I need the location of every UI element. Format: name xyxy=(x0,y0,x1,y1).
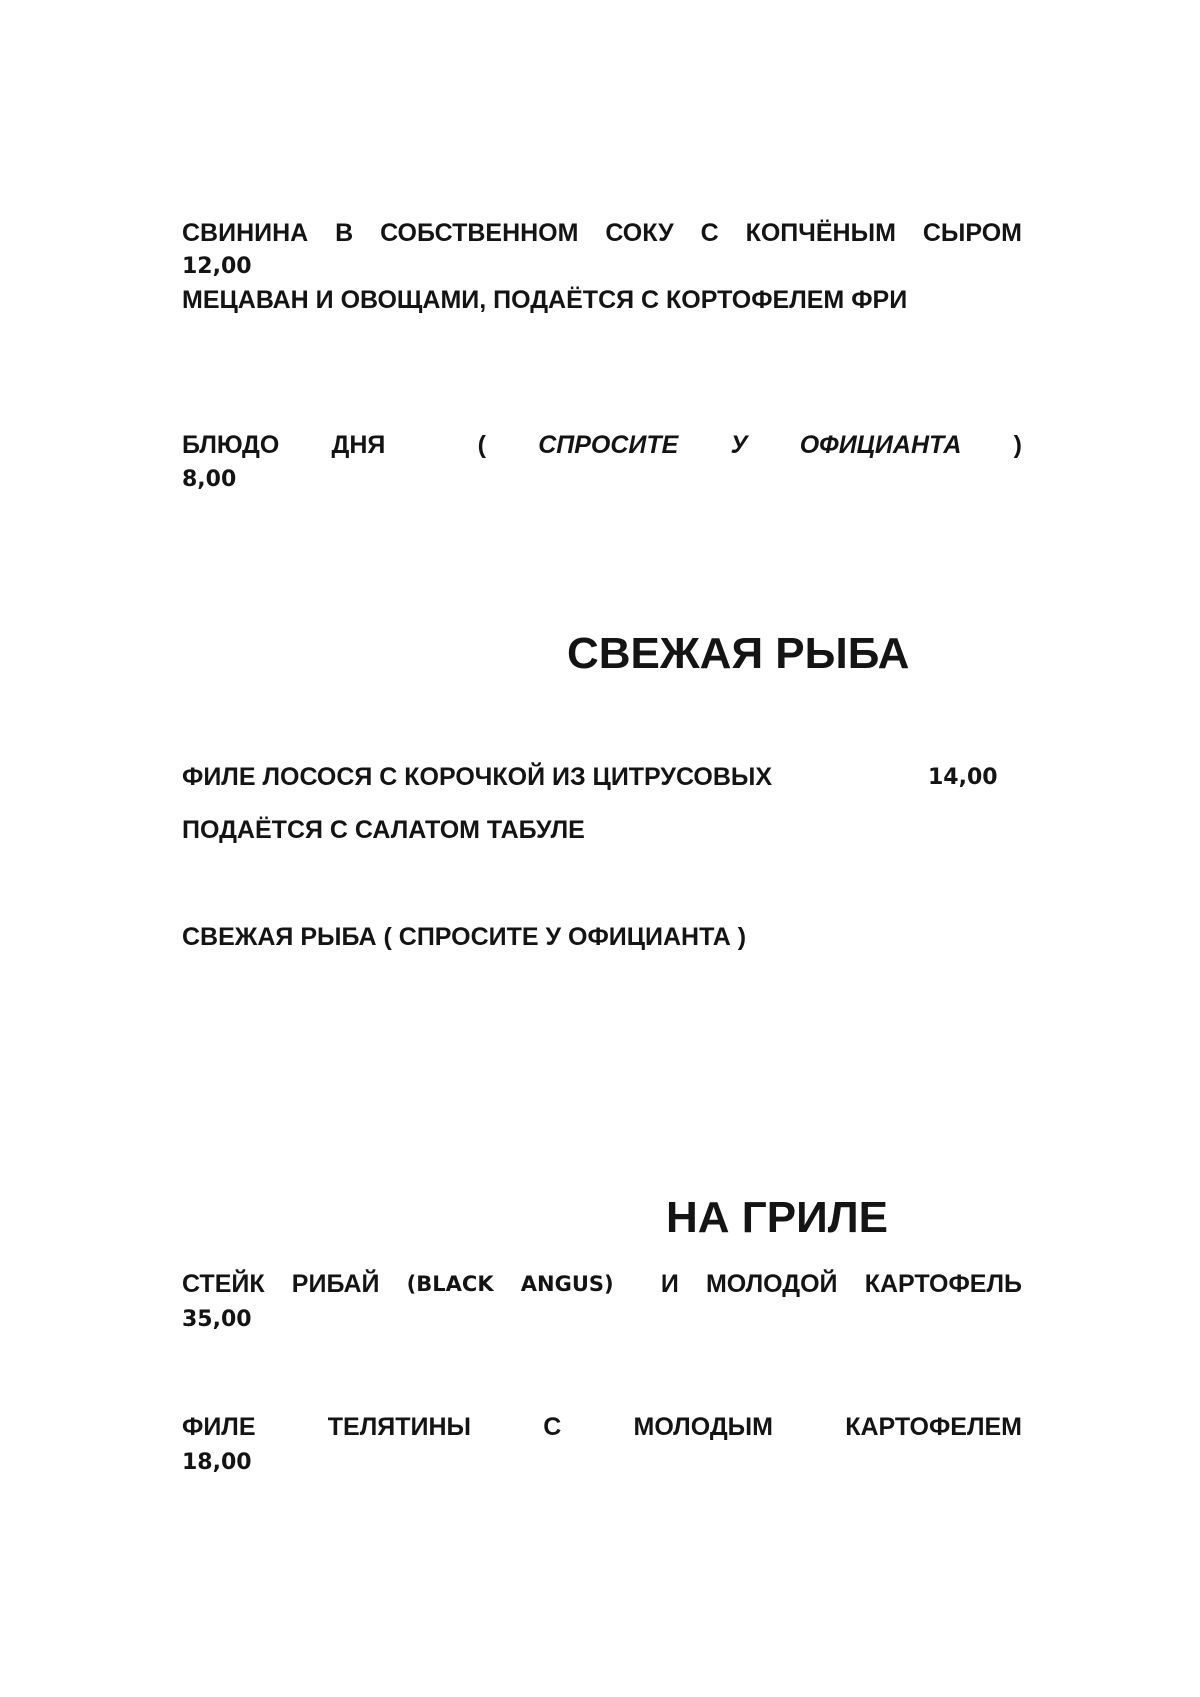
word: СОБСТВЕННОМ xyxy=(380,219,579,247)
word: СТЕЙК xyxy=(182,1270,265,1298)
word: КОПЧЁНЫМ xyxy=(745,219,896,247)
word: ANGUS) xyxy=(520,1272,614,1296)
word: В xyxy=(335,219,354,247)
word: СЫРОМ xyxy=(922,219,1022,247)
pork-price: 12,00 xyxy=(182,254,252,279)
word: ОФИЦИАНТА xyxy=(799,431,962,459)
word: ) xyxy=(1013,431,1022,459)
word: СОКУ xyxy=(605,219,674,247)
section-title-grill: НА ГРИЛЕ xyxy=(666,1193,888,1242)
section-title-fish: СВЕЖАЯ РЫБА xyxy=(567,629,910,678)
salmon-description: ПОДАЁТСЯ С САЛАТОМ ТАБУЛЕ xyxy=(182,816,585,844)
pork-description: МЕЦАВАН И ОВОЩАМИ, ПОДАЁТСЯ С КОРТОФЕЛЕМ ФРИ xyxy=(182,286,908,314)
word: С xyxy=(700,219,719,247)
word: СВИНИНА xyxy=(182,219,309,247)
word: КАРТОФЕЛЕМ xyxy=(845,1413,1022,1441)
pork-item-name xyxy=(182,218,1022,248)
word: РИБАЙ xyxy=(291,1270,380,1298)
word: И xyxy=(660,1270,679,1298)
word: МОЛОДОЙ xyxy=(705,1270,838,1298)
word: (BLACK xyxy=(406,1272,494,1296)
dish-of-day-price: 8,00 xyxy=(182,467,237,492)
word: МОЛОДЫМ xyxy=(633,1413,773,1441)
salmon-name: ФИЛЕ ЛОСОСЯ С КОРОЧКОЙ ИЗ ЦИТРУСОВЫХ xyxy=(182,763,773,791)
veal-name xyxy=(182,1412,1022,1442)
word: СПРОСИТЕ xyxy=(538,431,679,459)
ribeye-price: 35,00 xyxy=(182,1307,252,1332)
salmon-price: 14,00 xyxy=(928,765,998,790)
word: ( xyxy=(477,431,486,459)
word: С xyxy=(543,1413,562,1441)
word: КАРТОФЕЛЬ xyxy=(864,1270,1022,1298)
word: ТЕЛЯТИНЫ xyxy=(327,1413,471,1441)
word: У xyxy=(730,431,748,459)
ribeye-name xyxy=(182,1269,1022,1299)
word: БЛЮДО xyxy=(182,431,280,459)
fresh-fish-name: СВЕЖАЯ РЫБА ( СПРОСИТЕ У ОФИЦИАНТА ) xyxy=(182,923,747,951)
word: ДНЯ xyxy=(331,431,386,459)
dish-of-day-name xyxy=(182,430,1022,460)
veal-price: 18,00 xyxy=(182,1450,252,1475)
word: ФИЛЕ xyxy=(182,1413,256,1441)
